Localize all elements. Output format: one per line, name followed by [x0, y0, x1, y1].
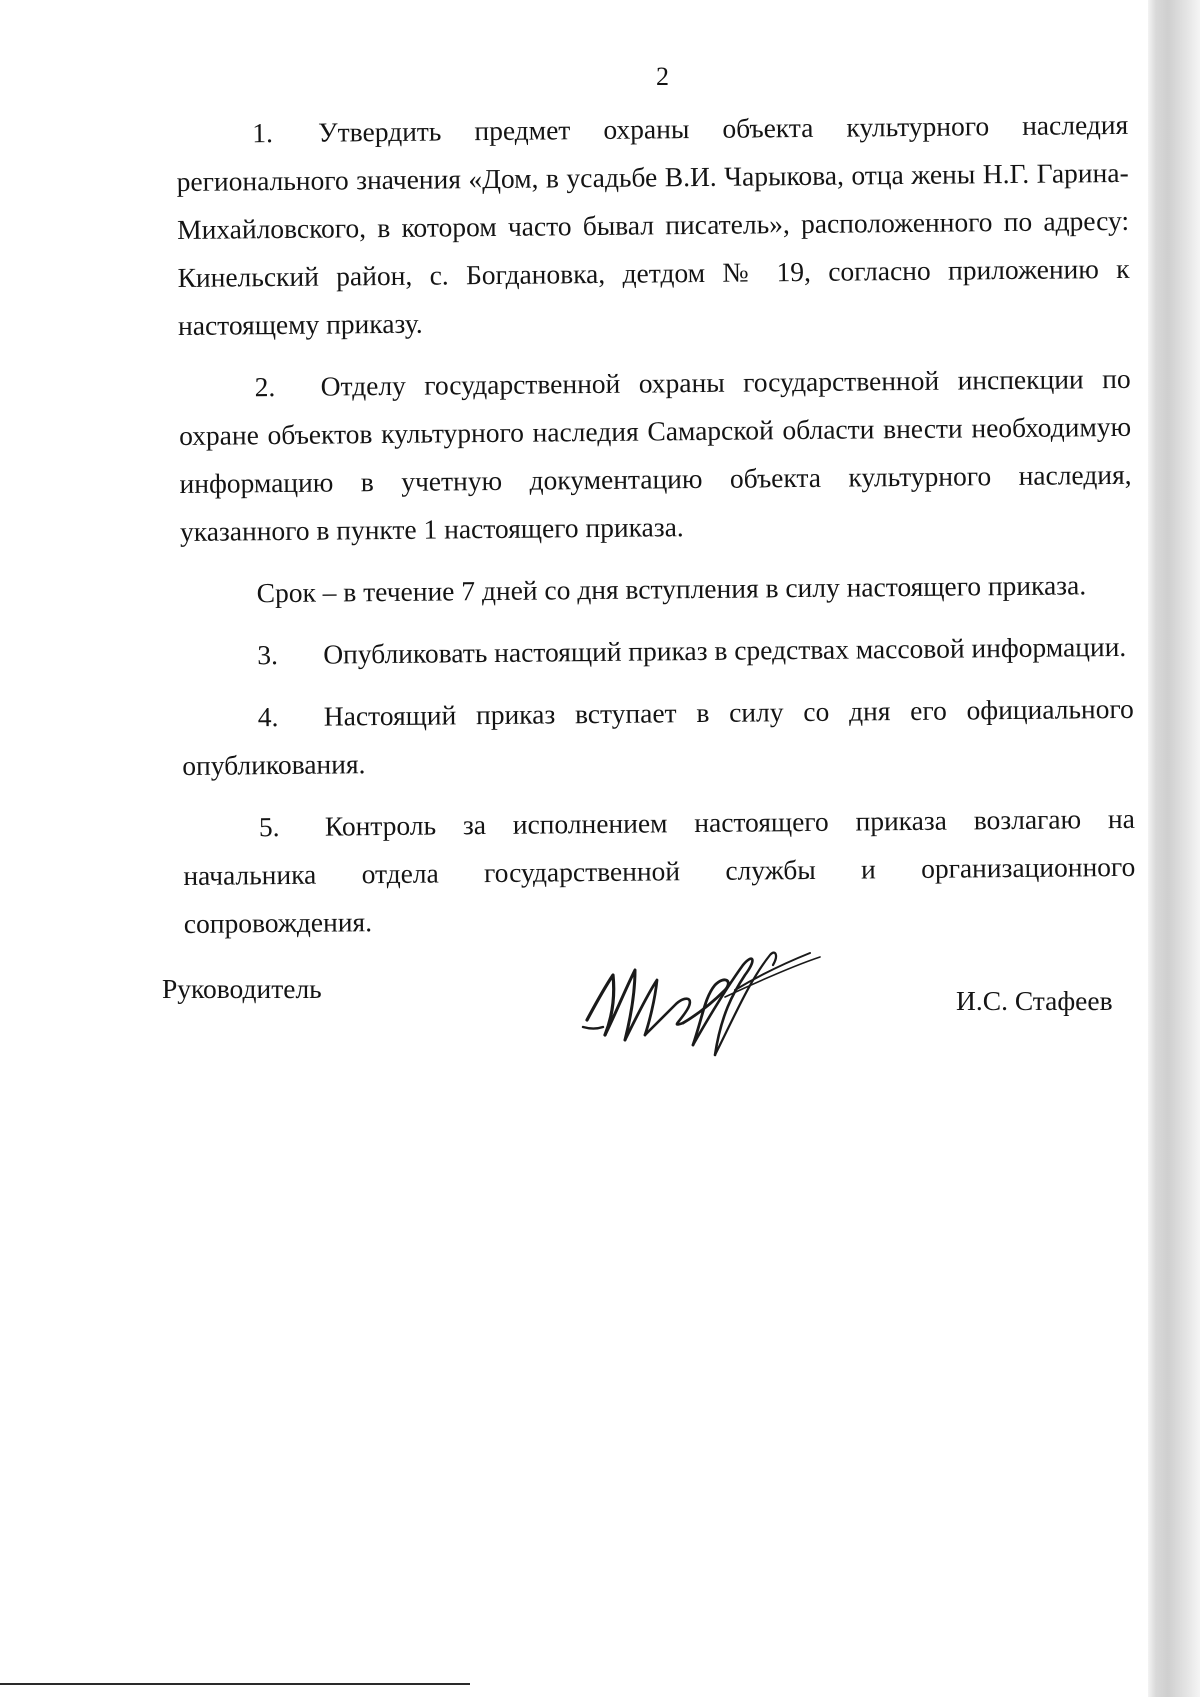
- item-text: Контроль за исполнением настоящего приказа возлагаю на начальника отдела государственной службы и организационного сопровождения.: [183, 802, 1136, 939]
- page-number: 2: [656, 62, 669, 91]
- signatory-role: Руководитель: [162, 973, 322, 1004]
- item-text: Настоящий приказ вступает в силу со дня его официального опубликования.: [182, 692, 1134, 781]
- order-item-2: [178, 355, 1132, 556]
- handwritten-signature: [575, 935, 835, 1065]
- item-number: 3.: [257, 639, 279, 671]
- document-body: [176, 101, 1136, 962]
- signature-block: [0, 855, 1200, 1055]
- bottom-rule: [0, 1683, 470, 1685]
- item-text: Опубликовать настоящий приказ в средствах массовой информации.: [323, 630, 1127, 670]
- item-number: 4.: [257, 701, 279, 733]
- order-item-4: [182, 685, 1135, 790]
- item-number: 2.: [254, 371, 276, 403]
- item-number: 5.: [258, 811, 280, 843]
- deadline-text: Срок – в течение 7 дней со дня вступления в силу настоящего приказа.: [256, 569, 1087, 609]
- order-item-3: [181, 623, 1133, 680]
- item-text: Утвердить предмет охраны объекта культурного наследия регионального значения «Дом, в усадьбе В.И. Чарыкова, отца жены Н.Г. Гарина-Михайловского, в котором часто бывал писатель», расположенного по адресу: Кинельский район, с. Богдановка, детдом № 19, согласно приложению к настоящему приказу.: [176, 108, 1130, 341]
- signatory-name: И.С. Стафеев: [956, 985, 1113, 1016]
- item-number: 1.: [252, 117, 273, 149]
- scan-edge-shadow: [1148, 0, 1200, 1697]
- item-text: Отделу государственной охраны государственной инспекции по охране объектов культурного наследия Самарской области внести необходимую информацию в учетную документацию объекта культурного наследия, указанного в пункте 1 настоящего приказа.: [178, 362, 1132, 547]
- order-item-1: [176, 101, 1130, 350]
